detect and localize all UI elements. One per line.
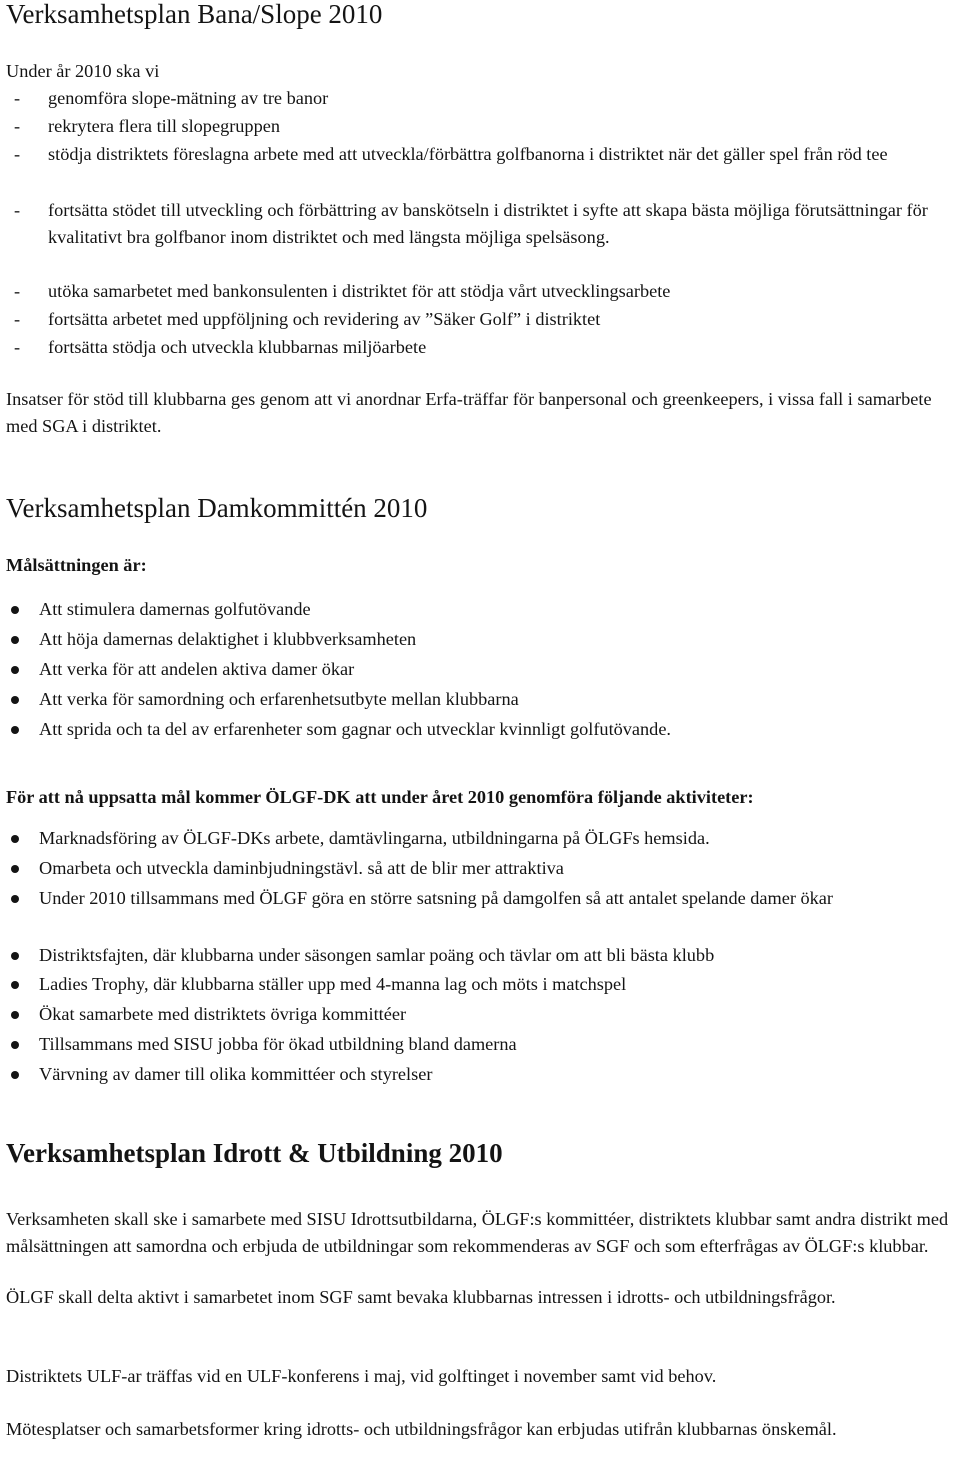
list-item: - utöka samarbetet med bankonsulenten i distriktet för att stödja vårt utvecklingsarbete <box>6 278 946 305</box>
list-item: Distriktsfajten, där klubbarna under säsongen samlar poäng och tävlar om att bli bästa klubb <box>6 942 946 969</box>
intro-text: Under år 2010 ska vi <box>6 61 160 81</box>
list-item: - fortsätta stödet till utveckling och förbättring av banskötseln i distriktet i syfte att skapa bästa möjliga förutsättningar för kvalitativt bra golfbanor inom distriktet och med längsta möjliga spelsäsong. <box>6 197 946 251</box>
paragraph-motesplatser: Mötesplatser och samarbetsformer kring idrotts- och utbildningsfrågor kan erbjudas utifrån klubbarnas önskemål. <box>6 1419 837 1439</box>
bullet-icon <box>11 726 19 734</box>
list-item: - stödja distriktets föreslagna arbete med att utveckla/förbättra golfbanorna i distriktet när det gäller spel från röd tee <box>6 141 946 168</box>
dash-marker: - <box>14 309 21 329</box>
dash-marker: - <box>14 116 21 136</box>
list-item: Ökat samarbete med distriktets övriga kommittéer <box>6 1001 946 1028</box>
bullet-icon <box>11 952 19 960</box>
list-item: Omarbeta och utveckla daminbjudningstävl. så att de blir mer attraktiva <box>6 855 946 882</box>
list-item: Att verka för att andelen aktiva damer ökar <box>6 656 946 683</box>
paragraph-olgf: ÖLGF skall delta aktivt i samarbetet inom SGF samt bevaka klubbarnas intressen i idrotts- och utbildningsfrågor. <box>6 1287 836 1307</box>
bullet-icon <box>11 895 19 903</box>
dash-marker: - <box>14 337 21 357</box>
list-item: Värvning av damer till olika kommittéer och styrelser <box>6 1061 946 1088</box>
list-item: - genomföra slope-mätning av tre banor <box>6 85 946 112</box>
dash-marker: - <box>14 200 21 220</box>
section-title-idrott-utbildning: Verksamhetsplan Idrott & Utbildning 2010 <box>6 1138 503 1168</box>
list-item: - fortsätta stödja och utveckla klubbarnas miljöarbete <box>6 334 946 361</box>
bullet-icon <box>11 865 19 873</box>
list-item: Ladies Trophy, där klubbarna ställer upp med 4-manna lag och möts i matchspel <box>6 971 946 998</box>
bullet-icon <box>11 696 19 704</box>
bullet-icon <box>11 981 19 989</box>
bullet-icon <box>11 606 19 614</box>
list-item: - rekrytera flera till slopegruppen <box>6 113 946 140</box>
section-title-damkommitten: Verksamhetsplan Damkommittén 2010 <box>6 493 428 523</box>
paragraph-verksamheten: Verksamheten skall ske i samarbete med SISU Idrottsutbildarna, ÖLGF:s kommittéer, distriktets klubbar samt andra distrikt med målsättningen att samordna och erbjuda de utbildningar som rekommenderas av SGF och som efterfrågas av ÖLGF:s klubbar. <box>6 1209 949 1256</box>
bullet-icon <box>11 1041 19 1049</box>
bullet-icon <box>11 835 19 843</box>
bullet-icon <box>11 1071 19 1079</box>
list-item: Tillsammans med SISU jobba för ökad utbildning bland damerna <box>6 1031 946 1058</box>
paragraph-ulf: Distriktets ULF-ar träffas vid en ULF-konferens i maj, vid golftinget i november samt vid behov. <box>6 1366 717 1386</box>
bullet-icon <box>11 666 19 674</box>
list-item: Att stimulera damernas golfutövande <box>6 596 946 623</box>
bullet-icon <box>11 1011 19 1019</box>
list-item: Under 2010 tillsammans med ÖLGF göra en större satsning på damgolfen så att antalet spelande damer ökar <box>6 885 946 912</box>
list-item: Att sprida och ta del av erfarenheter som gagnar och utvecklar kvinnligt golfutövande. <box>6 716 946 743</box>
activities-heading: För att nå uppsatta mål kommer ÖLGF-DK att under året 2010 genomföra följande aktiviteter: <box>6 787 754 807</box>
dash-marker: - <box>14 281 21 301</box>
paragraph-insatser: Insatser för stöd till klubbarna ges genom att vi anordnar Erfa-träffar för banpersonal och greenkeepers, i vissa fall i samarbete med SGA i distriktet. <box>6 389 932 436</box>
goals-heading: Målsättningen är: <box>6 555 147 575</box>
list-item: - fortsätta arbetet med uppföljning och revidering av ”Säker Golf” i distriktet <box>6 306 946 333</box>
bullet-icon <box>11 636 19 644</box>
dash-marker: - <box>14 88 21 108</box>
section-title-bana-slope: Verksamhetsplan Bana/Slope 2010 <box>6 0 383 29</box>
list-item: Marknadsföring av ÖLGF-DKs arbete, damtävlingarna, utbildningarna på ÖLGFs hemsida. <box>6 825 946 852</box>
list-item: Att verka för samordning och erfarenhetsutbyte mellan klubbarna <box>6 686 946 713</box>
list-item: Att höja damernas delaktighet i klubbverksamheten <box>6 626 946 653</box>
dash-marker: - <box>14 144 21 164</box>
